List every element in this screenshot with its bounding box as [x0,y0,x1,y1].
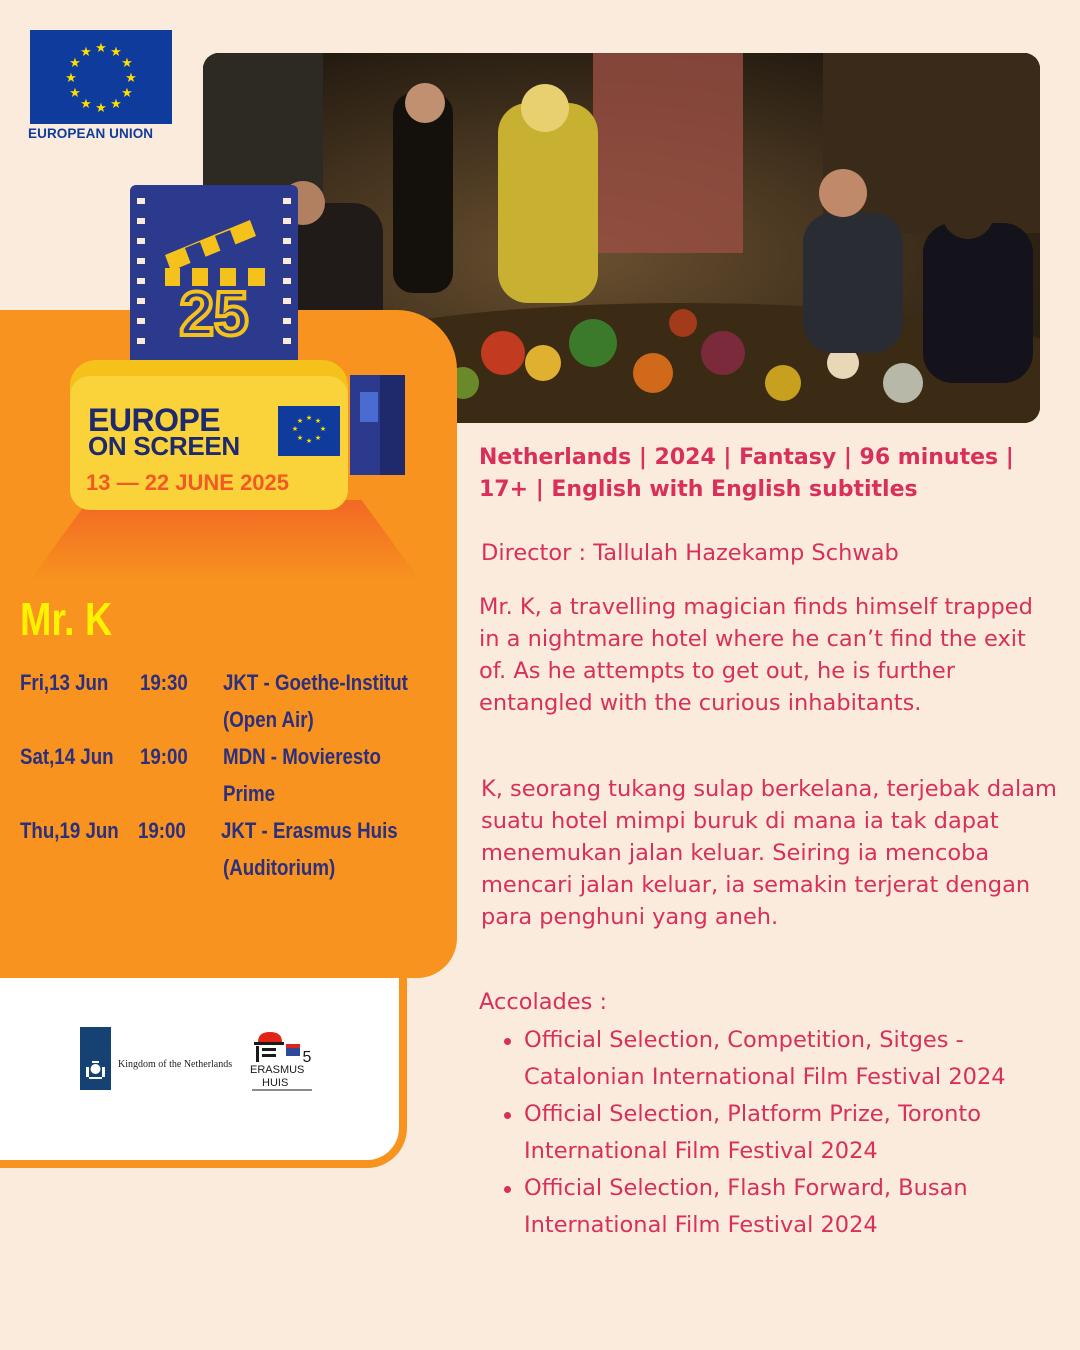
synopsis-indonesian: K, seorang tukang sulap berkelana, terjebak dalam suatu hotel mimpi buruk di mana ia tak dapat menemukan jalan keluar. Seiring ia mencoba mencari jalan keluar, ia semakin terjerat dengan para penghuni yang aneh. [481,776,1057,930]
schedule-day: Sat,14 Jun [20,744,114,769]
eu-label: EUROPEAN UNION [28,126,154,141]
synopsis-english: Mr. K, a travelling magician finds himself trapped in a nightmare hotel where he can’t find the exit of. As he attempts to get out, he is further entangled with the curious inhabitants. [479,594,1033,716]
svg-text:★: ★ [314,417,322,425]
schedule-day: Thu,19 Jun [20,818,119,843]
svg-text:5: 5 [302,1049,312,1066]
edition-number: 25 [179,280,249,349]
svg-text:★: ★ [314,434,322,442]
schedule-venue-detail: (Auditorium) [223,855,336,880]
schedule-venue-detail: Prime [223,781,275,806]
schedule-day: Fri,13 Jun [20,670,109,695]
svg-text:★: ★ [121,56,133,71]
eu-flag-logo [30,30,172,124]
accolades-heading: Accolades : [479,989,608,1015]
svg-text:★: ★ [95,101,107,116]
film-meta: Netherlands | 2024 | Fantasy | 96 minutes | 17+ | English with English subtitles [479,445,1014,502]
svg-text:★: ★ [65,71,77,86]
svg-text:★: ★ [80,45,92,60]
accolade-item: Official Selection, Platform Prize, Toronto International Film Festival 2024 [500,1096,1050,1170]
svg-text:★: ★ [69,56,81,71]
festival-name-line1: EUROPE [88,402,221,438]
svg-text:★: ★ [121,86,133,101]
projector-glow [30,500,420,580]
svg-text:★: ★ [296,434,304,442]
accolade-item: Official Selection, Competition, Sitges - Catalonian International Film Festival 2024 [500,1022,1050,1096]
svg-text:★: ★ [291,425,299,433]
accolade-item: Official Selection, Flash Forward, Busan International Film Festival 2024 [500,1170,1050,1244]
svg-text:★: ★ [69,86,81,101]
netherlands-coat-of-arms-logo [80,1027,111,1090]
schedule-venue-detail: (Open Air) [223,707,314,732]
schedule-venue: JKT - Goethe-Institut [223,670,408,695]
film-title: Mr. K [20,593,113,645]
svg-text:★: ★ [110,97,122,112]
schedule-time: 19:00 [138,818,186,843]
erasmus-label-line1: ERASMUS [250,1064,305,1076]
schedule-venue: MDN - Movieresto [223,744,381,769]
svg-text:★: ★ [125,71,137,86]
festival-name-line2: ON SCREEN [88,431,240,461]
svg-text:★: ★ [305,437,313,445]
svg-text:★: ★ [319,425,327,433]
schedule-venue: JKT - Erasmus Huis [221,818,398,843]
svg-text:★: ★ [296,417,304,425]
festival-dates: 13 — 22 JUNE 2025 [86,470,290,495]
svg-text:★: ★ [80,97,92,112]
schedule-time: 19:00 [140,744,188,769]
svg-text:★: ★ [95,41,107,56]
netherlands-label: Kingdom of the Netherlands [118,1059,233,1070]
schedule-time: 19:30 [140,670,188,695]
erasmus-label-line2: HUIS [262,1077,289,1089]
accolades-list [500,1022,1050,1244]
film-director: Director : Tallulah Hazekamp Schwab [481,540,899,566]
svg-text:★: ★ [305,414,313,422]
svg-text:★: ★ [110,45,122,60]
